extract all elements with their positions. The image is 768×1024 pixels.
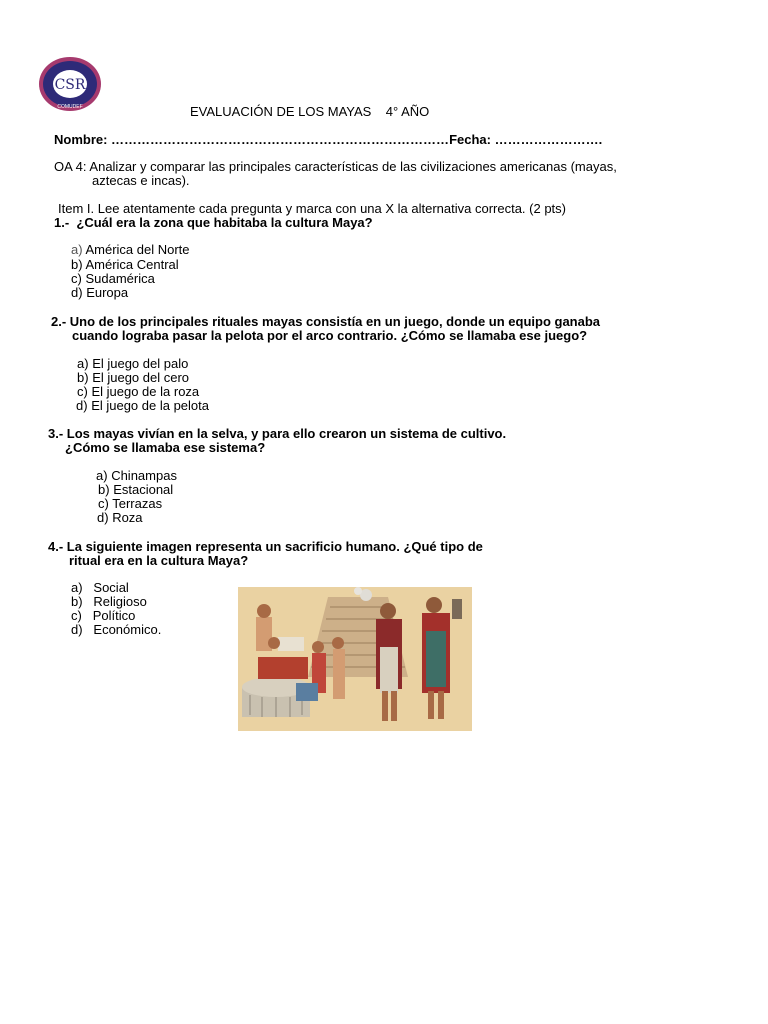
- question-text: ¿Cuál era la zona que habitaba la cultura Maya?: [76, 215, 373, 230]
- option-3c[interactable]: c) Terrazas: [98, 496, 163, 511]
- question-text: Los mayas vivían en la selva, y para ello crearon un sistema de cultivo.: [66, 426, 507, 441]
- question-3-line-2: ¿Cómo se llamaba ese sistema?: [65, 440, 266, 455]
- option-2d[interactable]: d) El juego de la pelota: [76, 398, 209, 413]
- option-3d[interactable]: d) Roza: [97, 510, 143, 525]
- question-number: 1.-: [54, 215, 70, 230]
- name-field-label: Nombre: ……………………………………………………………………: [54, 132, 450, 147]
- question-4-line-2: ritual era en la cultura Maya?: [69, 553, 249, 568]
- option-4c[interactable]: c) Político: [71, 608, 136, 623]
- option-3a[interactable]: a) Chinampas: [96, 468, 177, 483]
- option-1d[interactable]: d) Europa: [71, 285, 129, 300]
- option-4a[interactable]: a) Social: [71, 580, 129, 595]
- option-4b[interactable]: b) Religioso: [71, 594, 147, 609]
- student-info-line: [54, 133, 602, 147]
- question-1: [54, 216, 373, 230]
- option-1c[interactable]: c) Sudamérica: [71, 271, 155, 286]
- question-2-line-2: cuando lograba pasar la pelota por el arco contrario. ¿Cómo se llamaba ese juego?: [72, 328, 588, 343]
- question-2-line-1: [51, 315, 600, 329]
- page-title: [190, 105, 429, 119]
- objective-line-1: OA 4: Analizar y comparar las principales características de las civilizaciones americanas (mayas,: [54, 159, 617, 174]
- question-number: 2.-: [51, 314, 67, 329]
- question-text: Uno de los principales rituales mayas consistía en un juego, donde un equipo ganaba: [69, 314, 601, 329]
- option-2b[interactable]: b) El juego del cero: [77, 370, 190, 385]
- question-3-line-1: [48, 427, 506, 441]
- question-4-line-1: [48, 540, 483, 554]
- school-logo: [38, 56, 102, 112]
- option-1b[interactable]: b) América Central: [71, 257, 179, 272]
- logo-bottom-text: COMUDEF: [57, 104, 83, 110]
- question-number: 4.-: [48, 539, 64, 554]
- question-number: 3.-: [48, 426, 64, 441]
- logo-initials: CSR: [54, 77, 86, 93]
- option-2c[interactable]: c) El juego de la roza: [77, 384, 200, 399]
- question-text: La siguiente imagen representa un sacrificio humano. ¿Qué tipo de: [66, 539, 483, 554]
- title-text: EVALUACIÓN DE LOS MAYAS: [190, 104, 372, 119]
- grade-text: 4° AÑO: [385, 104, 430, 119]
- sacrifice-illustration: [238, 587, 472, 731]
- option-3b[interactable]: b) Estacional: [98, 482, 174, 497]
- date-field-label: Fecha: …………………….: [449, 132, 603, 147]
- option-1a[interactable]: a) América del Norte: [71, 242, 190, 257]
- option-2a[interactable]: a) El juego del palo: [77, 356, 189, 371]
- objective-line-2: aztecas e incas).: [92, 173, 190, 188]
- instructions-text: Item I. Lee atentamente cada pregunta y marca con una X la alternativa correcta. (2 pts): [58, 201, 566, 216]
- option-4d[interactable]: d) Económico.: [71, 622, 162, 637]
